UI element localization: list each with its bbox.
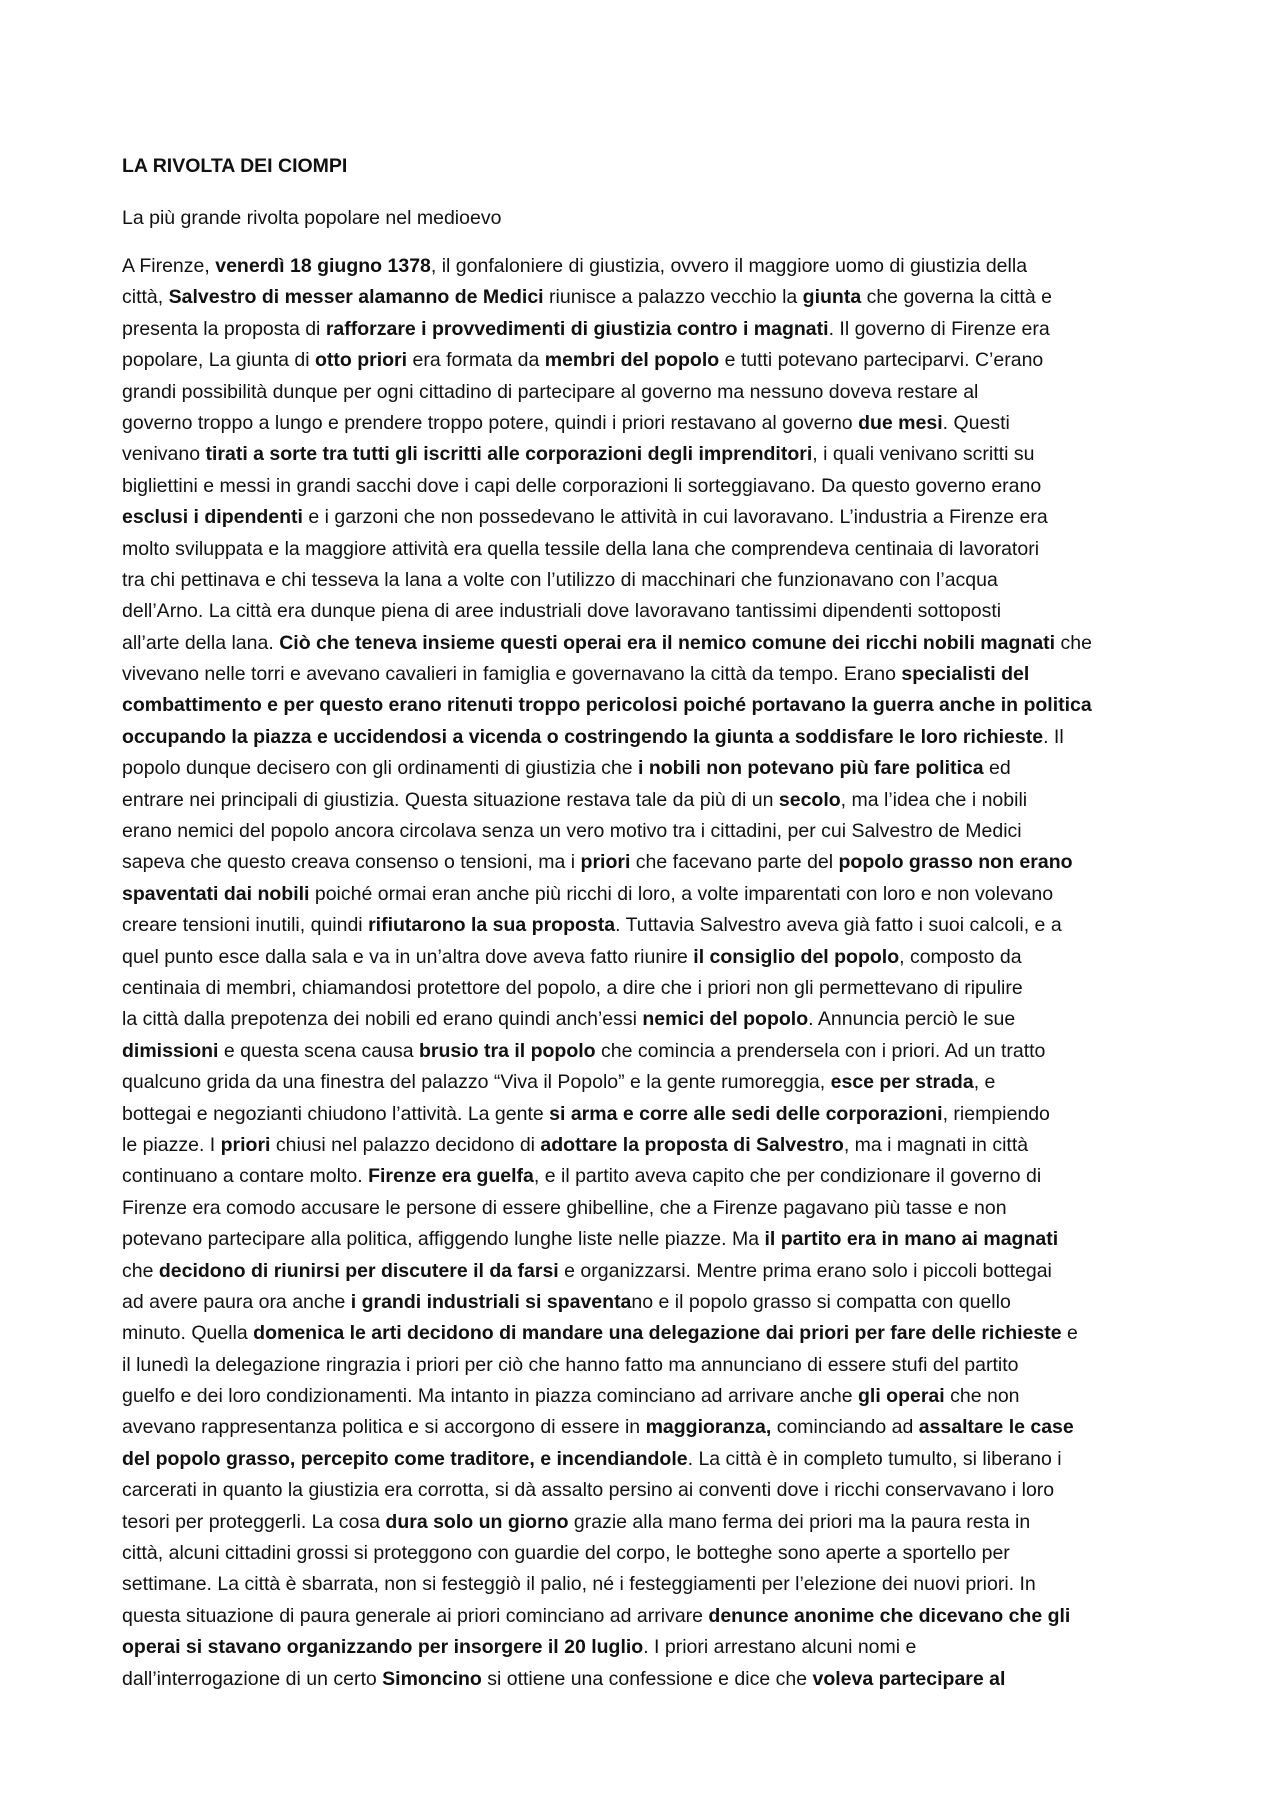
- document-title: LA RIVOLTA DEI CIOMPI: [122, 155, 348, 177]
- body-line: [122, 377, 1162, 408]
- body-line: [122, 628, 1162, 659]
- body-line: [122, 251, 1162, 282]
- bold-text: membri del popolo: [544, 349, 720, 372]
- bold-text: del popolo grasso, percepito come traditore, e incendiandole: [122, 1447, 688, 1470]
- text-run: si ottiene una confessione e dice che: [481, 1667, 813, 1690]
- text-run: sapeva che questo creava consenso o tensioni, ma i: [122, 851, 581, 874]
- body-line: [122, 1350, 1162, 1381]
- text-run: e questa scena causa: [218, 1039, 419, 1062]
- text-run: e organizzarsi. Mentre prima erano solo i piccoli bottegai: [558, 1259, 1052, 1282]
- bold-text: i nobili non potevano più fare politica: [638, 757, 984, 780]
- text-run: dell’Arno. La città era dunque piena di aree industriali dove lavoravano tantissimi dipendenti sottoposti: [122, 600, 1002, 623]
- body-line: [122, 1256, 1162, 1287]
- text-run: che governa la città e: [861, 286, 1052, 309]
- text-run: riunisce a palazzo vecchio la: [543, 286, 803, 309]
- text-run: popolo dunque decisero con gli ordinamenti di giustizia che: [122, 757, 638, 780]
- bold-text: priori: [580, 851, 631, 874]
- body-line: [122, 1318, 1162, 1349]
- bold-text: dimissioni: [122, 1039, 219, 1062]
- body-line: [122, 1067, 1162, 1098]
- text-run: quel punto esce dalla sala e va in un’altra dove aveva fatto riunire: [122, 945, 694, 968]
- text-run: . Il governo di Firenze era: [828, 317, 1050, 340]
- text-run: , e il partito aveva capito che per condizionare il governo di: [533, 1165, 1042, 1188]
- text-run: . Tuttavia Salvestro aveva già fatto i suoi calcoli, e a: [615, 914, 1062, 937]
- text-run: chiusi nel palazzo decidono di: [270, 1133, 541, 1156]
- body-line: [122, 910, 1162, 941]
- bold-text: popolo grasso non erano: [838, 851, 1073, 874]
- text-run: città,: [122, 286, 169, 309]
- text-run: Firenze era comodo accusare le persone di essere ghibelline, che a Firenze pagavano più tasse e non: [122, 1196, 1007, 1219]
- body-line: [122, 1538, 1162, 1569]
- text-run: e: [1061, 1322, 1078, 1345]
- body-line: [122, 1664, 1162, 1695]
- bold-text: esce per strada: [830, 1071, 974, 1094]
- body-line: [122, 1287, 1162, 1318]
- bold-text: giunta: [802, 286, 862, 309]
- body-line: [122, 1193, 1162, 1224]
- text-run: . Il: [1043, 725, 1064, 748]
- text-run: , ma l’idea che i nobili: [840, 788, 1028, 811]
- bold-text: brusio tra il popolo: [419, 1039, 596, 1062]
- text-run: e tutti potevano parteciparvi. C’erano: [719, 349, 1044, 372]
- bold-text: otto priori: [314, 349, 408, 372]
- text-run: poiché ormai eran anche più ricchi di loro, a volte imparentati con loro e non volevano: [309, 882, 1054, 905]
- body-line: [122, 1632, 1162, 1663]
- body-line: [122, 973, 1162, 1004]
- text-run: e i garzoni che non possedevano le attività in cui lavoravano. L’industria a Firenze era: [302, 506, 1048, 529]
- body-line: [122, 690, 1162, 721]
- bold-text: assaltare le case: [918, 1416, 1074, 1439]
- bold-text: rifiutarono la sua proposta: [368, 914, 616, 937]
- text-run: cominciando ad: [771, 1416, 919, 1439]
- document-subtitle: La più grande rivolta popolare nel medioevo: [122, 207, 502, 229]
- text-run: , il gonfaloniere di giustizia, ovvero il maggiore uomo di giustizia della: [430, 255, 1028, 277]
- text-run: venivano: [122, 443, 206, 466]
- body-line: [122, 722, 1162, 753]
- body-line: [122, 659, 1162, 690]
- body-line: [122, 1444, 1162, 1475]
- body-line: [122, 439, 1162, 470]
- body-line: [122, 345, 1162, 376]
- text-run: tesori per proteggerli. La cosa: [122, 1510, 386, 1533]
- text-run: era formata da: [407, 349, 545, 372]
- body-line: [122, 1224, 1162, 1255]
- body-line: [122, 565, 1162, 596]
- body-line: [122, 1036, 1162, 1067]
- text-run: che non: [944, 1385, 1020, 1408]
- text-run: il lunedì la delegazione ringrazia i priori per ciò che hanno fatto ma annunciano di essere stufi del partito: [122, 1353, 1019, 1376]
- text-run: continuano a contare molto.: [122, 1165, 369, 1188]
- text-run: . I priori arrestano alcuni nomi e: [643, 1636, 917, 1659]
- text-run: bigliettini e messi in grandi sacchi dove i capi delle corporazioni li sorteggiavano. Da questo governo erano: [122, 474, 1042, 497]
- bold-text: occupando la piazza e uccidendosi a vicenda o costringendo la giunta a soddisfare le loro richieste: [122, 725, 1044, 748]
- text-run: avevano rappresentanza politica e si accorgono di essere in: [122, 1416, 646, 1439]
- bold-text: adottare la proposta di Salvestro: [540, 1133, 844, 1156]
- bold-text: denunce anonime che dicevano che gli: [708, 1604, 1071, 1627]
- bold-text: priori: [220, 1133, 271, 1156]
- text-run: carcerati in quanto la giustizia era corrotta, si dà assalto persino ai conventi dove i ricchi conservavano i loro: [122, 1479, 1055, 1502]
- bold-text: i grandi industriali si spaventa: [350, 1290, 632, 1313]
- bold-text: due mesi: [858, 411, 943, 434]
- text-run: che facevano parte del: [630, 851, 839, 874]
- text-run: , riempiendo: [942, 1102, 1050, 1125]
- text-run: no e il popolo grasso si compatta con quello: [631, 1290, 1011, 1313]
- text-run: minuto. Quella: [122, 1322, 254, 1345]
- text-run: settimane. La città è sbarrata, non si festeggiò il palio, né i festeggiamenti per l’elezione dei nuovi priori. In: [122, 1573, 1036, 1596]
- bold-text: operai si stavano organizzando per insorgere il 20 luglio: [122, 1636, 644, 1659]
- bold-text: dura solo un giorno: [385, 1510, 569, 1533]
- text-run: , e: [973, 1071, 996, 1094]
- text-run: città, alcuni cittadini grossi si proteggono con guardie del corpo, le botteghe sono aperte a sportello per: [122, 1542, 1010, 1565]
- text-run: la città dalla prepotenza dei nobili ed erano quindi anch’essi: [122, 1008, 643, 1031]
- text-run: potevano partecipare alla politica, affiggendo lunghe liste nelle piazze. Ma: [122, 1228, 765, 1251]
- body-line: [122, 534, 1162, 565]
- bold-text: Salvestro di messer alamanno de Medici: [168, 286, 544, 309]
- text-run: entrare nei principali di giustizia. Questa situazione restava tale da più di un: [122, 788, 779, 811]
- bold-text: decidono di riunirsi per discutere il da farsi: [158, 1259, 559, 1282]
- text-run: ad avere paura ora anche: [122, 1290, 351, 1313]
- text-run: , i quali venivano scritti su: [812, 443, 1035, 466]
- document-body: [122, 251, 1162, 1695]
- body-line: [122, 502, 1162, 533]
- body-line: [122, 1412, 1162, 1443]
- body-line: [122, 816, 1162, 847]
- body-line: [122, 282, 1162, 313]
- bold-text: voleva partecipare al: [812, 1667, 1006, 1690]
- bold-text: gli operai: [858, 1385, 945, 1408]
- body-line: [122, 785, 1162, 816]
- body-line: [122, 1381, 1162, 1412]
- text-run: guelfo e dei loro condizionamenti. Ma intanto in piazza cominciano ad arrivare anche: [122, 1385, 859, 1408]
- body-line: [122, 1004, 1162, 1035]
- text-run: che: [122, 1259, 159, 1282]
- text-run: all’arte della lana.: [122, 631, 280, 654]
- bold-text: nemici del popolo: [642, 1008, 809, 1031]
- body-line: [122, 1475, 1162, 1506]
- text-run: vivevano nelle torri e avevano cavalieri in famiglia e governavano la città da tempo. Erano: [122, 663, 902, 686]
- bold-text: Ciò che teneva insieme questi operai era il nemico comune dei ricchi nobili magnati: [279, 631, 1056, 654]
- body-line: [122, 408, 1162, 439]
- bold-text: rafforzare i provvedimenti di giustizia contro i magnati: [325, 317, 829, 340]
- document-page: [122, 150, 1162, 1695]
- body-line: [122, 596, 1162, 627]
- body-line: [122, 1507, 1162, 1538]
- text-run: erano nemici del popolo ancora circolava senza un vero motivo tra i cittadini, per cui Salvestro de Medici: [122, 820, 1022, 843]
- body-line: [122, 314, 1162, 345]
- text-run: bottegai e negozianti chiudono l’attività. La gente: [122, 1102, 550, 1125]
- body-line: [122, 1569, 1162, 1600]
- text-run: governo troppo a lungo e prendere troppo potere, quindi i priori restavano al governo: [122, 411, 859, 434]
- text-run: questa situazione di paura generale ai priori cominciano ad arrivare: [122, 1604, 709, 1627]
- bold-text: domenica le arti decidono di mandare una delegazione dai priori per fare delle richieste: [253, 1322, 1062, 1345]
- body-line: [122, 753, 1162, 784]
- text-run: dall’interrogazione di un certo: [122, 1667, 383, 1690]
- bold-text: Firenze era guelfa: [368, 1165, 534, 1188]
- bold-text: tirati a sorte tra tutti gli iscritti alle corporazioni degli imprenditori: [205, 443, 813, 466]
- body-line: [122, 471, 1162, 502]
- text-run: . Annuncia perciò le sue: [808, 1008, 1016, 1031]
- bold-text: esclusi i dipendenti: [122, 506, 303, 529]
- bold-text: secolo: [778, 788, 841, 811]
- text-run: che comincia a prendersela con i priori. Ad un tratto: [595, 1039, 1046, 1062]
- text-run: grandi possibilità dunque per ogni cittadino di partecipare al governo ma nessuno doveva restare al: [122, 380, 979, 403]
- text-run: che: [1055, 631, 1092, 654]
- body-line: [122, 1099, 1162, 1130]
- bold-text: maggioranza,: [645, 1416, 772, 1439]
- text-run: . La città è in completo tumulto, si liberano i: [687, 1447, 1062, 1470]
- text-run: presenta la proposta di: [122, 317, 326, 340]
- text-run: qualcuno grida da una finestra del palazzo “Viva il Popolo” e la gente rumoreggia,: [122, 1071, 831, 1094]
- text-run: , ma i magnati in città: [843, 1133, 1029, 1156]
- text-run: grazie alla mano ferma dei priori ma la paura resta in: [568, 1510, 1031, 1533]
- body-line: [122, 1601, 1162, 1632]
- body-line: [122, 1161, 1162, 1192]
- bold-text: specialisti del: [901, 663, 1030, 686]
- bold-text: il consiglio del popolo: [693, 945, 900, 968]
- bold-text: venerdì 18 giugno 1378: [215, 255, 431, 277]
- text-run: tra chi pettinava e chi tesseva la lana a volte con l’utilizzo di macchinari che funzionavano con l’acqua: [122, 568, 998, 591]
- body-line: [122, 879, 1162, 910]
- bold-text: combattimento e per questo erano ritenuti troppo pericolosi poiché portavano la guerra anche in politica: [122, 694, 1092, 717]
- text-run: creare tensioni inutili, quindi: [122, 914, 369, 937]
- bold-text: si arma e corre alle sedi delle corporazioni: [549, 1102, 943, 1125]
- body-line: [122, 847, 1162, 878]
- text-run: centinaia di membri, chiamandosi protettore del popolo, a dire che i priori non gli permettevano di ripulire: [122, 976, 1023, 999]
- bold-text: spaventati dai nobili: [122, 882, 310, 905]
- text-run: . Questi: [942, 411, 1010, 434]
- body-line: [122, 942, 1162, 973]
- text-run: , composto da: [899, 945, 1022, 968]
- text-run: molto sviluppata e la maggiore attività era quella tessile della lana che comprendeva centinaia di lavoratori: [122, 537, 1040, 560]
- bold-text: Simoncino: [382, 1667, 482, 1690]
- text-run: popolare, La giunta di: [122, 349, 315, 372]
- text-run: ed: [983, 757, 1011, 780]
- bold-text: il partito era in mano ai magnati: [764, 1228, 1059, 1251]
- text-run: le piazze. I: [122, 1133, 221, 1156]
- text-run: A Firenze,: [122, 255, 216, 277]
- body-line: [122, 1130, 1162, 1161]
